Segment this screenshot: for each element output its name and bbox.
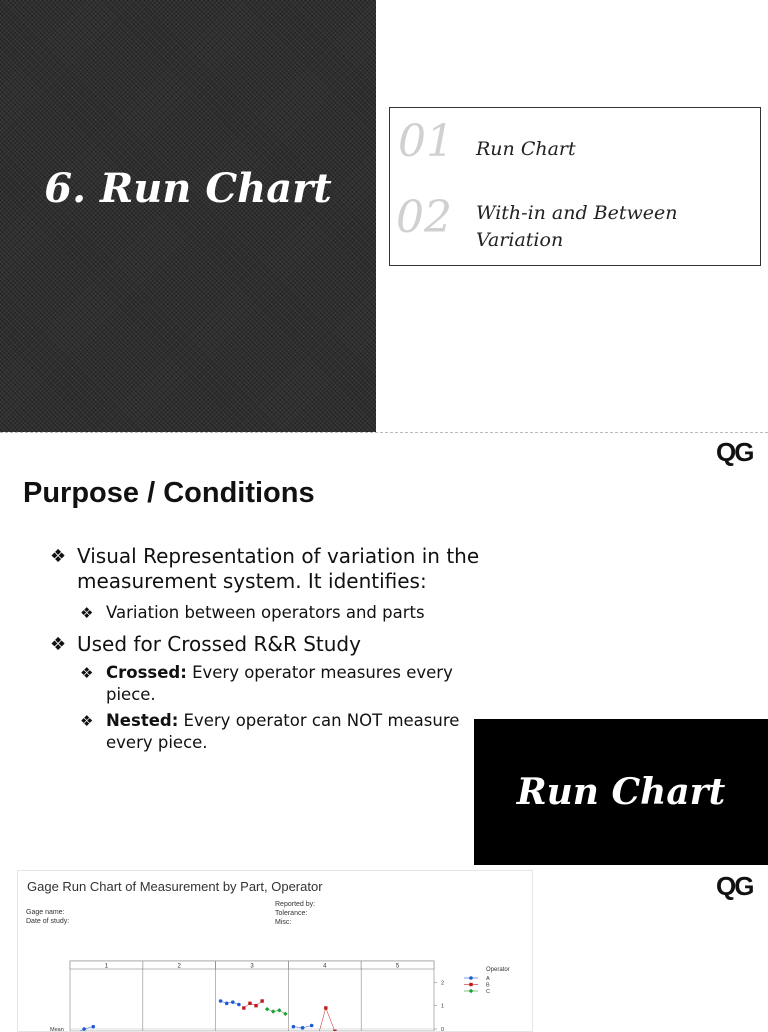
agenda-item-2-line1: With-in and Between bbox=[476, 202, 678, 224]
diamond-bullet-icon: ❖ bbox=[50, 546, 67, 567]
series-line bbox=[221, 1001, 239, 1005]
run-chart-plot bbox=[18, 871, 532, 1031]
y-tick-label: 1 bbox=[441, 1003, 445, 1010]
legend-label: A bbox=[486, 976, 490, 982]
y-tick-label: 0 bbox=[441, 1027, 445, 1031]
diamond-bullet-icon: ❖ bbox=[50, 634, 67, 655]
gage-run-chart bbox=[17, 870, 533, 1032]
diamond-bullet-icon: ❖ bbox=[80, 712, 94, 730]
run-chart-label: Run Chart bbox=[516, 771, 726, 813]
data-point bbox=[310, 1024, 314, 1028]
diamond-bullet-icon: ❖ bbox=[80, 664, 94, 682]
panel-label: 5 bbox=[395, 963, 400, 970]
slide-title: 6. Run Chart bbox=[44, 165, 332, 212]
legend-label: C bbox=[486, 989, 490, 995]
legend-title: Operator bbox=[486, 967, 510, 973]
agenda-box bbox=[389, 107, 761, 266]
slide-heading: Purpose / Conditions bbox=[23, 477, 315, 509]
series-line bbox=[244, 1001, 262, 1008]
agenda-item-2-line2: Variation bbox=[476, 229, 564, 251]
run-chart-label-box bbox=[474, 719, 768, 865]
chart-meta-right: Reported by: Tolerance: Misc: bbox=[275, 901, 316, 926]
agenda-number-2: 02 bbox=[396, 192, 452, 243]
y-tick-label: 2 bbox=[441, 980, 445, 987]
plot-frame bbox=[70, 961, 434, 1031]
chart-meta-left: Gage name: Date of study: bbox=[26, 909, 70, 925]
dark-title-panel bbox=[0, 0, 376, 432]
chart-title: Gage Run Chart of Measurement by Part, Operator bbox=[27, 879, 323, 894]
bullet-crossed-study: ❖ Used for Crossed R&R Study bbox=[50, 632, 361, 656]
legend-marker bbox=[469, 983, 472, 986]
sub-bullet-variation: ❖ Variation between operators and parts bbox=[80, 603, 425, 622]
series-line bbox=[267, 1009, 285, 1014]
legend-marker bbox=[469, 976, 473, 980]
diamond-bullet-icon: ❖ bbox=[80, 604, 94, 622]
qg-logo: QG bbox=[716, 437, 753, 467]
panel-label: 1 bbox=[104, 963, 109, 970]
slide-divider bbox=[0, 432, 768, 433]
legend-marker bbox=[469, 989, 473, 993]
sub-bullet-crossed: ❖ Crossed: Every operator measures every piece. bbox=[80, 663, 453, 704]
panel-label: 3 bbox=[250, 963, 254, 970]
mean-label: Mean bbox=[50, 1027, 64, 1031]
qg-logo-2: QG bbox=[716, 871, 753, 901]
sub-bullet-nested: ❖ Nested: Every operator can NOT measure every piece. bbox=[80, 711, 460, 752]
agenda-item-1: Run Chart bbox=[476, 138, 576, 160]
panel-label: 4 bbox=[323, 963, 327, 970]
agenda-number-1: 01 bbox=[398, 116, 454, 167]
data-point bbox=[283, 1012, 287, 1016]
bullet-visual-representation: ❖ Visual Representation of variation in the measurement system. It identifies: bbox=[50, 544, 480, 593]
legend-label: B bbox=[486, 982, 490, 989]
panel-label: 2 bbox=[177, 963, 181, 970]
series-line bbox=[317, 1008, 335, 1031]
title-slide bbox=[0, 0, 768, 432]
